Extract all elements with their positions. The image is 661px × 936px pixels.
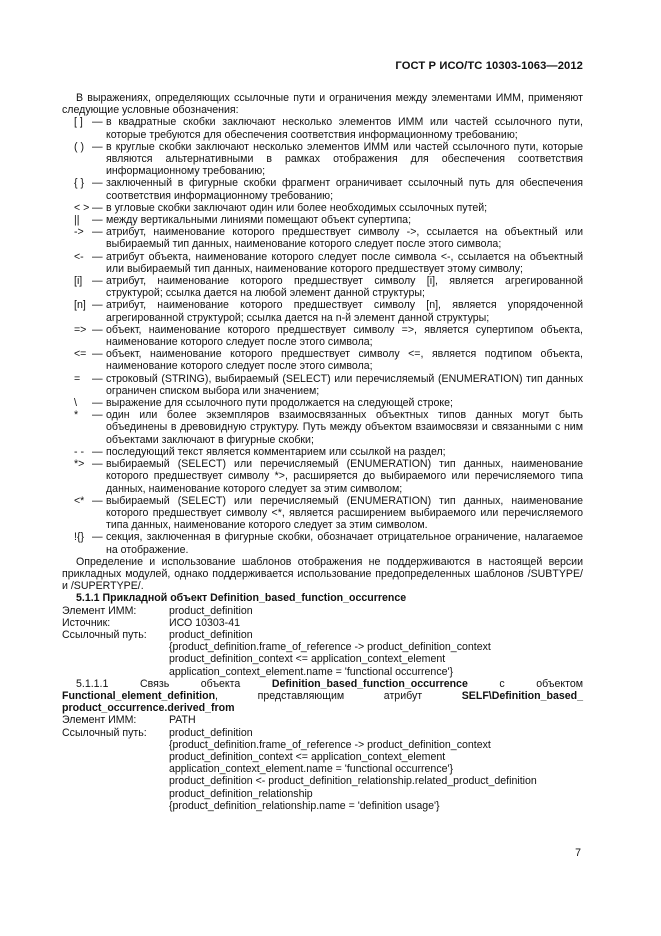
notation-symbol: <*	[74, 494, 85, 507]
notation-symbol: <-	[74, 250, 84, 263]
dash: —	[92, 201, 103, 214]
reference-path-line: application_context_element.name = 'functional occurrence'}	[169, 763, 454, 776]
section-title-text: Прикладной объект Definition_based_function_occurrence	[102, 592, 407, 605]
notation-symbol: <=	[74, 348, 87, 361]
reference-path-line: product_definition <- product_definition_relationship.related_product_definition	[169, 775, 537, 788]
notation-text: строковый (STRING), выбираемый (SELECT) или перечисляемый (ENUMERATION) тип данных ограничен списком выбора или значением;	[106, 372, 583, 397]
dash: —	[92, 397, 103, 410]
notation-text: секция, заключенная в фигурные скобки, обозначает отрицательное ограничение, налагаемое на отображение.	[106, 531, 583, 556]
notation-item	[62, 275, 583, 299]
dash: —	[92, 372, 103, 385]
subsection-text-1: Связь объекта	[139, 677, 241, 690]
reference-path-line: product_definition_context <= application_context_element	[169, 653, 446, 666]
reference-path-line: {product_definition.frame_of_reference -> product_definition_context	[169, 641, 491, 654]
notation-item	[62, 251, 583, 275]
subsection-title	[62, 678, 583, 715]
page-number: 7	[575, 847, 581, 859]
notation-item	[62, 458, 583, 495]
subsection-text-2: с объектом	[499, 677, 584, 690]
subsection-attribute: SELF\Definition_based_ product_occurrence.derived_from	[62, 689, 583, 715]
dash: —	[92, 494, 103, 507]
notation-text: выбираемый (SELECT) или перечисляемый (ENUMERATION) тип данных, наименование которого предшествует символу <*, является расширением выбираемого или перечисляемого типа данных, наименование которого следует за этим символом.	[106, 494, 583, 532]
dash: —	[92, 250, 103, 263]
notation-symbol: < >	[74, 201, 90, 214]
notation-symbol: =>	[74, 323, 87, 336]
notation-text: в угловые скобки заключают один или более необходимых ссылочных путей;	[106, 201, 488, 214]
notation-text: объект, наименование которого предшествует символу =>, является супертипом объекта, наименование которого следует после этого символа;	[106, 323, 583, 349]
notation-text: объект, наименование которого предшествует символу <=, является подтипом объекта, наименование которого следует после этого символа;	[106, 348, 583, 373]
notation-list	[62, 116, 583, 555]
notation-item	[62, 531, 583, 555]
mapping-label: Элемент ИММ:	[62, 604, 137, 617]
notation-item	[62, 214, 583, 226]
subsection-mapping	[62, 714, 583, 812]
mapping-value: product_definition	[169, 726, 253, 739]
section-number: 5.1.1	[76, 592, 100, 605]
dash: —	[92, 348, 103, 361]
notation-symbol: [i]	[74, 275, 83, 288]
notation-text: атрибут объекта, наименование которого следует после символа <-, ссылается на объектный или выбираемый тип данных, наименование которого предшествует этому символу;	[106, 250, 583, 275]
note-paragraph: Определение и использование шаблонов отображения не поддерживаются в настоящей версии прикладных модулей, однако поддерживается использование предопределенных шаблонов /SUBTYPE/ и /SUPERTYPE/.	[62, 555, 583, 593]
dash: —	[92, 531, 103, 544]
mapping-row	[62, 605, 583, 617]
reference-path-line: product_definition_context <= application_context_element	[169, 750, 446, 763]
mapping-value: ИСО 10303-41	[169, 616, 240, 629]
notation-text: выбираемый (SELECT) или перечисляемый (ENUMERATION) тип данных, наименование которого предшествует символу *>, расширяется до выбираемого или перечисляемого типа данных, наименование которого следует за этим символом;	[106, 458, 583, 495]
mapping-label: Источник:	[62, 616, 111, 629]
mapping-label: Ссылочный путь:	[62, 628, 147, 641]
notation-symbol: !{}	[74, 531, 85, 544]
mapping-row	[62, 629, 583, 641]
notation-symbol: *	[74, 409, 79, 422]
notation-item	[62, 141, 583, 178]
notation-text: последующий текст является комментарием или ссылкой на раздел;	[106, 445, 446, 458]
notation-text: в квадратные скобки заключают несколько элементов ИММ или частей ссылочного пути, которые требуются для обеспечения соответствия информационному требованию;	[106, 116, 583, 141]
notation-item	[62, 409, 583, 446]
notation-item	[62, 226, 583, 250]
dash: —	[92, 409, 103, 422]
dash: —	[92, 323, 103, 336]
notation-item	[62, 446, 583, 458]
notation-text: атрибут, наименование которого предшествует символу [i], является агрегированной структурой; ссылка дается на любой элемент данной структуры;	[106, 275, 583, 300]
notation-symbol: =	[74, 372, 81, 385]
reference-path-line: {product_definition.frame_of_reference -> product_definition_context	[169, 738, 491, 751]
notation-text: один или более экземпляров взаимосвязанных объектных типов данных могут быть объединены в древовидную структуру. Путь между объектом взаимосвязи и связанными с ним объектами заключают в фигурные скобки;	[106, 409, 583, 446]
notation-item	[62, 495, 583, 532]
reference-path-line: {product_definition_relationship.name = 'definition usage'}	[169, 799, 440, 812]
dash: —	[92, 299, 103, 312]
mapping-row	[62, 617, 583, 629]
notation-item	[62, 116, 583, 140]
notation-text: между вертикальными линиями помещают объект супертипа;	[106, 214, 412, 227]
subsection-object-2: Functional_element_definition	[62, 689, 216, 702]
dash: —	[92, 177, 103, 190]
notation-text: в круглые скобки заключают несколько элементов ИММ или частей ссылочного пути, которые являются альтернативными в рамках отображения для обеспечения соответствия информационному требованию;	[106, 140, 583, 178]
mapping-value: PATH	[169, 714, 196, 727]
notation-text: заключенный в фигурные скобки фрагмент ограничивает ссылочный путь для обеспечения соответствия информационному требованию;	[106, 177, 583, 202]
notation-item	[62, 373, 583, 397]
subsection-object-1: Definition_based_function_occurrence	[271, 677, 468, 690]
reference-path-line: product_definition_relationship	[169, 787, 313, 800]
mapping-value: product_definition	[169, 628, 253, 641]
dash: —	[92, 116, 103, 129]
notation-text: атрибут, наименование которого предшествует символу ->, ссылается на объектный или выбираемый тип данных, наименование которого следует после этого символа;	[106, 226, 583, 251]
dash: —	[92, 226, 103, 239]
mapping-row	[62, 714, 583, 726]
notation-symbol: \	[74, 397, 77, 410]
subsection-number: 5.1.1.1	[76, 677, 109, 690]
section-mapping	[62, 605, 583, 678]
notation-symbol: - -	[74, 445, 84, 458]
dash: —	[92, 214, 103, 227]
notation-symbol: ( )	[74, 140, 84, 153]
notation-item	[62, 397, 583, 409]
notation-symbol: [ ]	[74, 116, 83, 129]
notation-text: атрибут, наименование которого предшествует символу [n], является упорядоченной агрегированной структурой; ссылка дается на n-й элемент данной структуры;	[106, 299, 583, 324]
standard-header: ГОСТ Р ИСО/ТС 10303-1063—2012	[395, 60, 583, 72]
intro-paragraph: В выражениях, определяющих ссылочные пути и ограничения между элементами ИММ, применяют следующие условные обозначения:	[62, 92, 583, 117]
dash: —	[92, 445, 103, 458]
mapping-value: product_definition	[169, 604, 253, 617]
subsection-text-3: , представляющим атрибут	[215, 689, 423, 702]
dash: —	[92, 140, 103, 153]
notation-symbol: [n]	[74, 299, 86, 312]
notation-text: выражение для ссылочного пути продолжается на следующей строке;	[106, 397, 453, 410]
section-title	[62, 592, 583, 604]
mapping-label: Элемент ИММ:	[62, 714, 137, 727]
notation-item	[62, 177, 583, 201]
mapping-row	[62, 727, 583, 739]
notation-item	[62, 299, 583, 323]
notation-symbol: ||	[74, 214, 80, 227]
notation-item	[62, 202, 583, 214]
content	[62, 92, 583, 812]
notation-item	[62, 348, 583, 372]
notation-symbol: ->	[74, 226, 84, 239]
dash: —	[92, 458, 103, 471]
notation-symbol: { }	[74, 177, 85, 190]
reference-path-line: application_context_element.name = 'functional occurrence'}	[169, 665, 454, 678]
mapping-label: Ссылочный путь:	[62, 726, 147, 739]
notation-item	[62, 324, 583, 348]
dash: —	[92, 275, 103, 288]
notation-symbol: *>	[74, 458, 85, 471]
